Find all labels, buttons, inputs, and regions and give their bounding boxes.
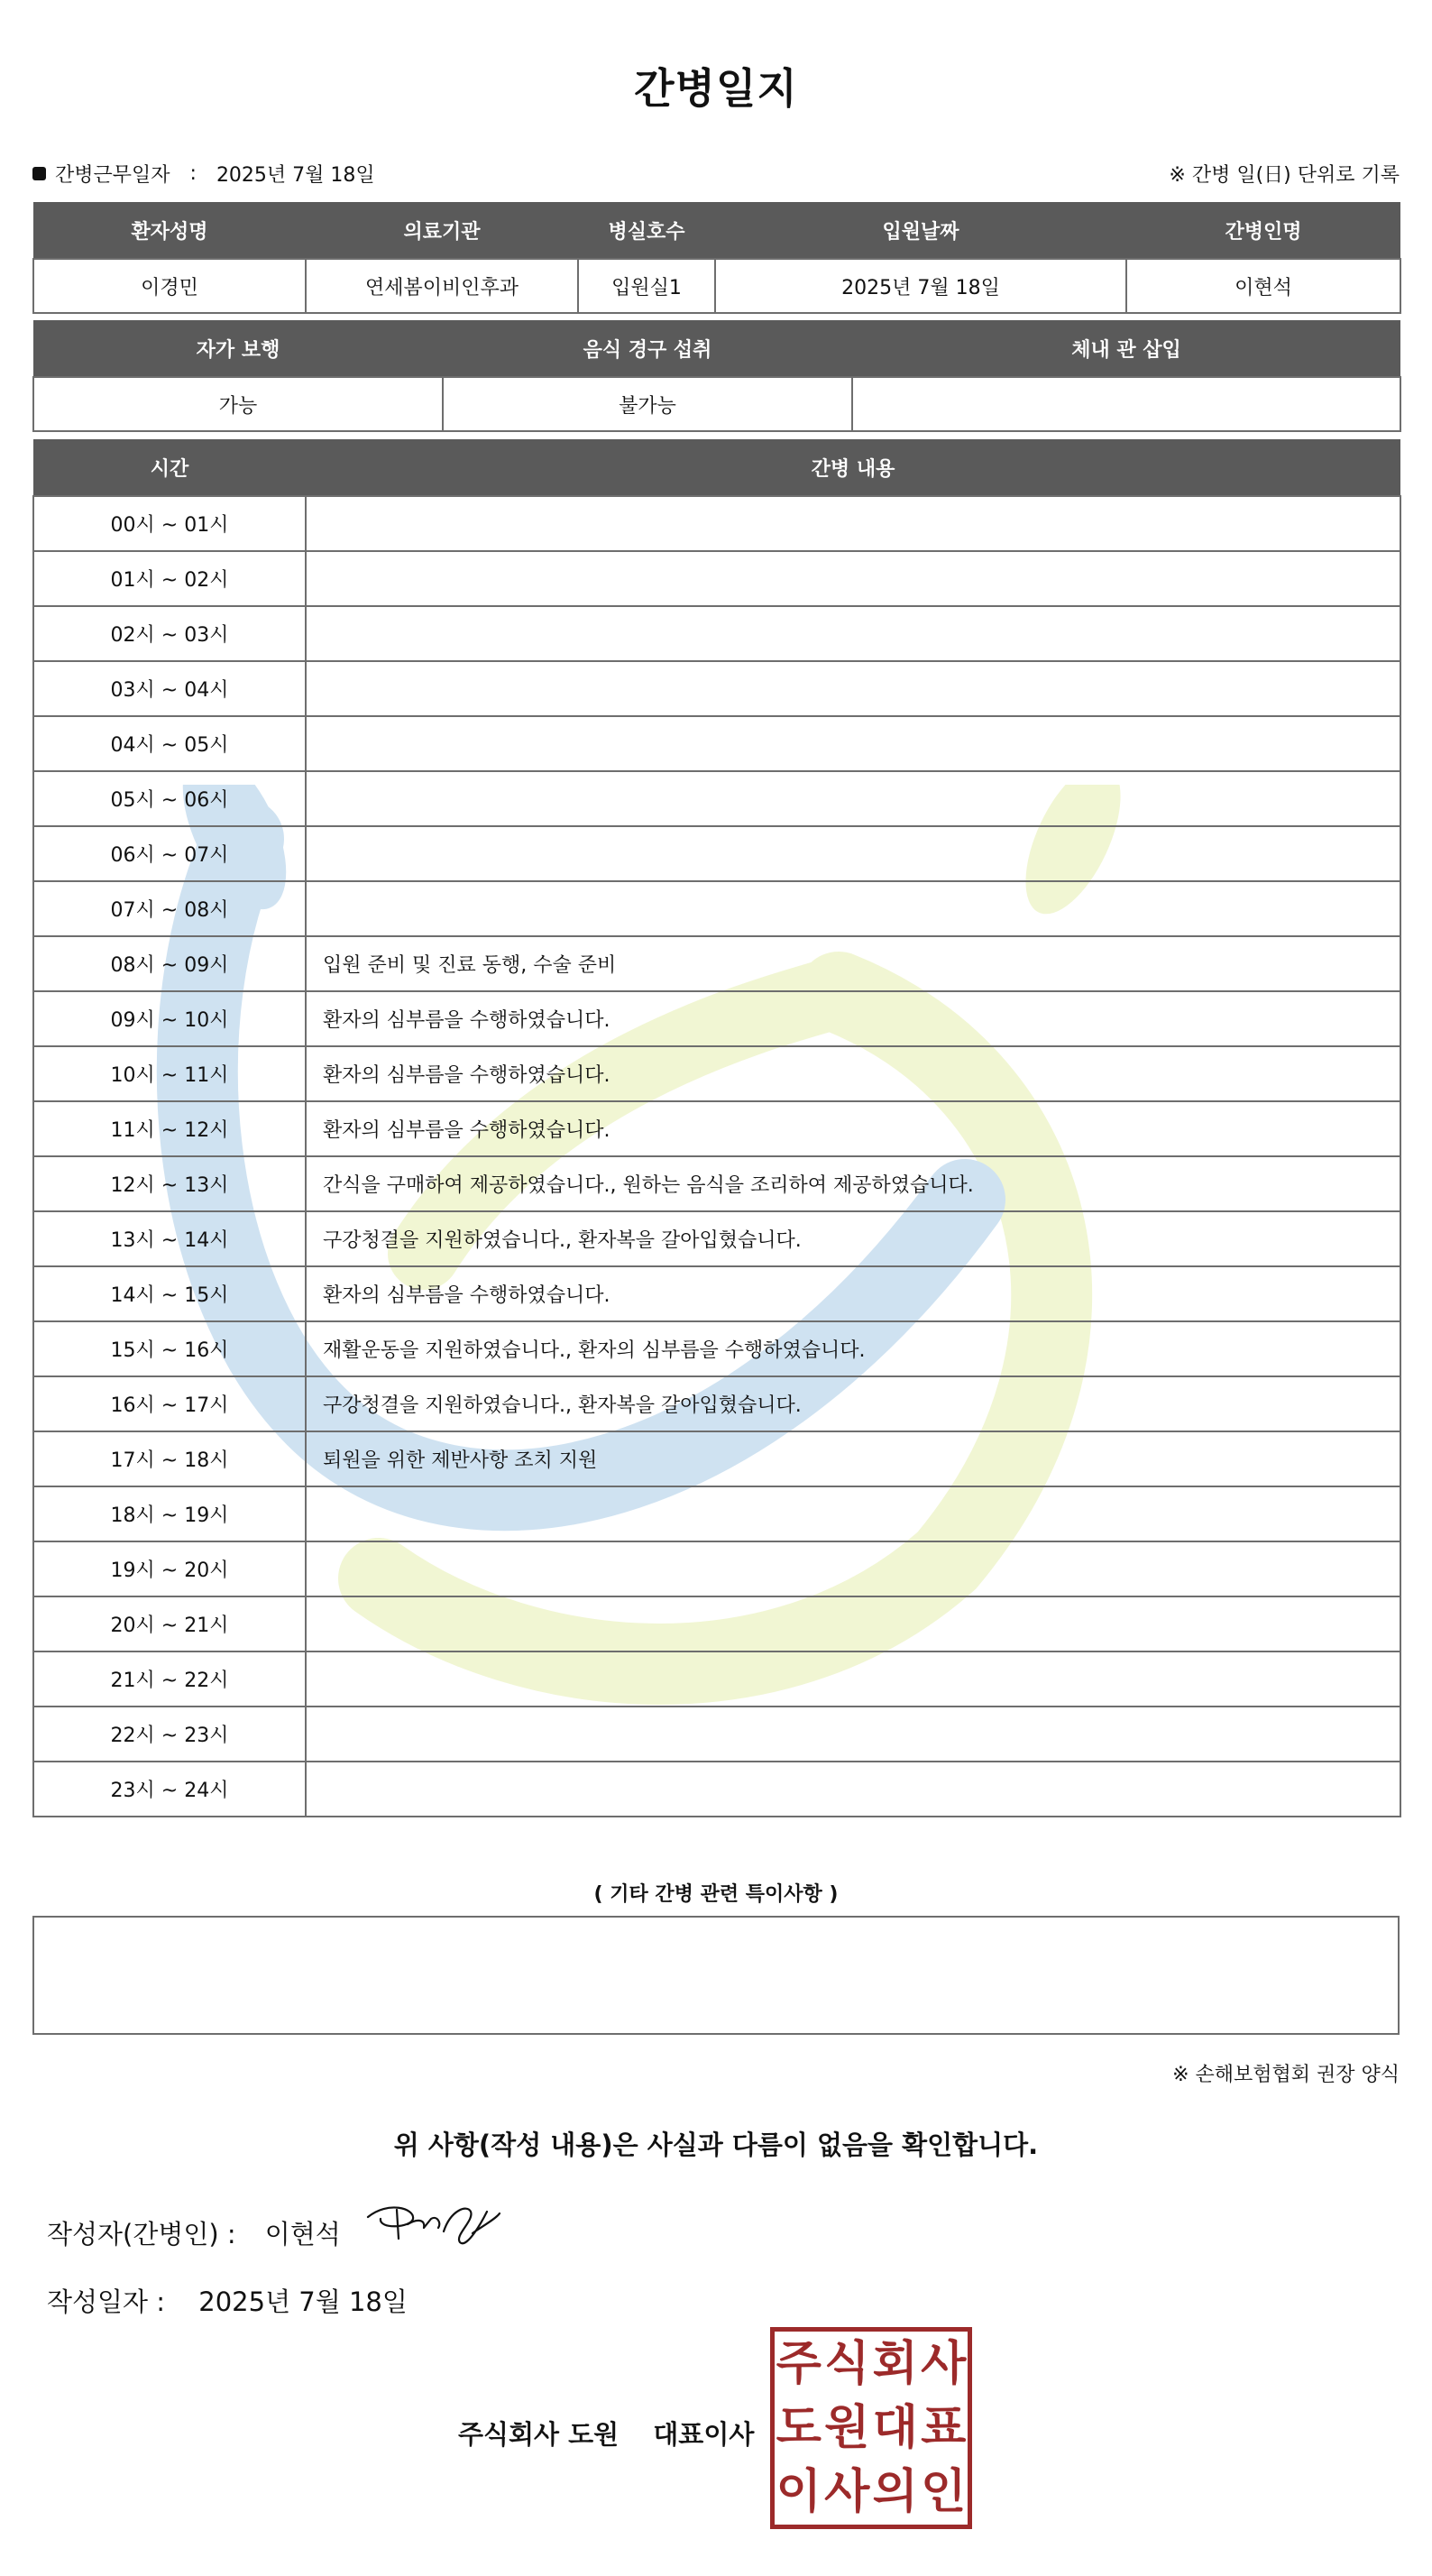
row-care-content: 간식을 구매하여 제공하였습니다., 원하는 음식을 조리하여 제공하였습니다. [306, 1156, 1400, 1211]
row-time: 10시 ~ 11시 [33, 1046, 306, 1101]
form-source-note: ※ 손해보험협회 권장 양식 [1172, 2064, 1400, 2086]
row-time: 09시 ~ 10시 [33, 991, 306, 1046]
row-care-content [306, 826, 1400, 881]
header-care-content: 간병 내용 [306, 439, 1400, 496]
table-row [33, 881, 1400, 936]
row-time: 04시 ~ 05시 [33, 716, 306, 771]
row-care-content: 환자의 심부름을 수행하였습니다. [306, 1046, 1400, 1101]
table-row [33, 606, 1400, 661]
admission-date-value: 2025년 7월 18일 [715, 259, 1126, 313]
written-date-line [47, 2282, 408, 2319]
row-time: 06시 ~ 07시 [33, 826, 306, 881]
row-time: 22시 ~ 23시 [33, 1707, 306, 1762]
caregiver-name-value: 이현석 [1126, 259, 1400, 313]
table-row [33, 1376, 1400, 1431]
seal-character: 회 [872, 2336, 918, 2391]
company-seal-stamp [770, 2327, 972, 2529]
seal-character: 도 [776, 2400, 822, 2455]
header-hospital: 의료기관 [306, 202, 578, 259]
seal-character: 대 [872, 2400, 918, 2455]
patient-info-table [32, 202, 1401, 314]
row-time: 08시 ~ 09시 [33, 936, 306, 991]
row-time: 00시 ~ 01시 [33, 496, 306, 551]
row-care-content [306, 1541, 1400, 1596]
care-log-rows [33, 496, 1400, 1817]
row-care-content [306, 606, 1400, 661]
row-time: 17시 ~ 18시 [33, 1431, 306, 1486]
table-row [33, 1431, 1400, 1486]
room-value: 입원실1 [578, 259, 715, 313]
seal-character: 주 [776, 2336, 822, 2391]
row-time: 11시 ~ 12시 [33, 1101, 306, 1156]
row-time: 01시 ~ 02시 [33, 551, 306, 606]
table-row [33, 1046, 1400, 1101]
seal-character: 사 [921, 2336, 967, 2391]
table-row [33, 1762, 1400, 1817]
row-time: 21시 ~ 22시 [33, 1651, 306, 1707]
row-time: 05시 ~ 06시 [33, 771, 306, 826]
row-care-content [306, 496, 1400, 551]
care-log-table [32, 439, 1401, 1817]
seal-character: 표 [921, 2400, 967, 2455]
confirmation-statement: 위 사항(작성 내용)은 사실과 다름이 없음을 확인합니다. [393, 2130, 1039, 2160]
writer-line [47, 2214, 341, 2251]
row-care-content: 구강청결을 지원하였습니다., 환자복을 갈아입혔습니다. [306, 1376, 1400, 1431]
row-care-content: 환자의 심부름을 수행하였습니다. [306, 1266, 1400, 1321]
tube-insertion-value [852, 377, 1400, 431]
table-row [33, 661, 1400, 716]
written-date-label: 작성일자 : [47, 2286, 166, 2317]
row-time: 07시 ~ 08시 [33, 881, 306, 936]
row-care-content [306, 661, 1400, 716]
row-care-content [306, 771, 1400, 826]
row-care-content [306, 1651, 1400, 1707]
header-caregiver-name: 간병인명 [1126, 202, 1400, 259]
table-row [33, 1266, 1400, 1321]
table-row [33, 826, 1400, 881]
row-time: 15시 ~ 16시 [33, 1321, 306, 1376]
header-admission-date: 입원날짜 [715, 202, 1126, 259]
table-row [33, 1101, 1400, 1156]
table-row [33, 991, 1400, 1046]
company-line [458, 2415, 754, 2452]
table-row [33, 496, 1400, 551]
table-row [33, 771, 1400, 826]
header-oral-intake: 음식 경구 섭취 [443, 320, 852, 377]
table-row [33, 1707, 1400, 1762]
written-date-value: 2025년 7월 18일 [198, 2286, 408, 2317]
table-row [33, 1596, 1400, 1651]
seal-character: 원 [824, 2400, 870, 2455]
row-time: 19시 ~ 20시 [33, 1541, 306, 1596]
oral-intake-value: 불가능 [443, 377, 852, 431]
row-care-content: 입원 준비 및 진료 동행, 수술 준비 [306, 936, 1400, 991]
table-row [33, 1541, 1400, 1596]
row-care-content: 퇴원을 위한 제반사항 조치 지원 [306, 1431, 1400, 1486]
work-date-separator: : [189, 162, 197, 185]
work-date-line [32, 160, 375, 188]
row-care-content [306, 1486, 1400, 1541]
row-care-content [306, 551, 1400, 606]
company-name: 주식회사 도원 [458, 2419, 620, 2450]
record-unit-note: ※ 간병 일(日) 단위로 기록 [1169, 164, 1400, 187]
remarks-title: ( 기타 간병 관련 특이사항 ) [593, 1883, 839, 1906]
row-time: 12시 ~ 13시 [33, 1156, 306, 1211]
row-time: 03시 ~ 04시 [33, 661, 306, 716]
row-time: 23시 ~ 24시 [33, 1762, 306, 1817]
handwritten-signature [361, 2192, 505, 2255]
square-bullet-icon [32, 167, 46, 180]
row-care-content: 환자의 심부름을 수행하였습니다. [306, 1101, 1400, 1156]
row-care-content [306, 1762, 1400, 1817]
seal-character: 이 [776, 2465, 822, 2520]
header-time: 시간 [33, 439, 306, 496]
table-row [33, 1486, 1400, 1541]
row-time: 02시 ~ 03시 [33, 606, 306, 661]
row-care-content [306, 1596, 1400, 1651]
table-row [33, 551, 1400, 606]
seal-character: 식 [824, 2336, 870, 2391]
work-date-value: 2025년 7월 18일 [216, 164, 375, 187]
writer-label: 작성자(간병인) : [47, 2219, 236, 2249]
row-time: 14시 ~ 15시 [33, 1266, 306, 1321]
seal-character: 의 [872, 2465, 918, 2520]
self-walking-value: 가능 [33, 377, 443, 431]
writer-name: 이현석 [264, 2219, 341, 2249]
row-time: 16시 ~ 17시 [33, 1376, 306, 1431]
header-self-walking: 자가 보행 [33, 320, 443, 377]
work-date-label: 간병근무일자 [55, 164, 170, 187]
table-row [33, 1211, 1400, 1266]
table-row [33, 1321, 1400, 1376]
seal-character: 사 [824, 2465, 870, 2520]
remarks-box [32, 1916, 1400, 2035]
row-care-content [306, 1707, 1400, 1762]
patient-name-value: 이경민 [33, 259, 306, 313]
row-care-content [306, 716, 1400, 771]
seal-character: 인 [921, 2465, 967, 2520]
patient-status-table [32, 320, 1401, 432]
header-room: 병실호수 [578, 202, 715, 259]
table-row [33, 716, 1400, 771]
table-row [33, 936, 1400, 991]
header-tube-insertion: 체내 관 삽입 [852, 320, 1400, 377]
hospital-value: 연세봄이비인후과 [306, 259, 578, 313]
row-care-content: 구강청결을 지원하였습니다., 환자복을 갈아입혔습니다. [306, 1211, 1400, 1266]
row-care-content [306, 881, 1400, 936]
row-time: 13시 ~ 14시 [33, 1211, 306, 1266]
row-time: 20시 ~ 21시 [33, 1596, 306, 1651]
row-care-content: 환자의 심부름을 수행하였습니다. [306, 991, 1400, 1046]
row-time: 18시 ~ 19시 [33, 1486, 306, 1541]
representative-title: 대표이사 [653, 2419, 755, 2450]
table-row [33, 1156, 1400, 1211]
document-title: 간병일지 [634, 64, 798, 113]
table-row [33, 1651, 1400, 1707]
row-care-content: 재활운동을 지원하였습니다., 환자의 심부름을 수행하였습니다. [306, 1321, 1400, 1376]
header-patient-name: 환자성명 [33, 202, 306, 259]
